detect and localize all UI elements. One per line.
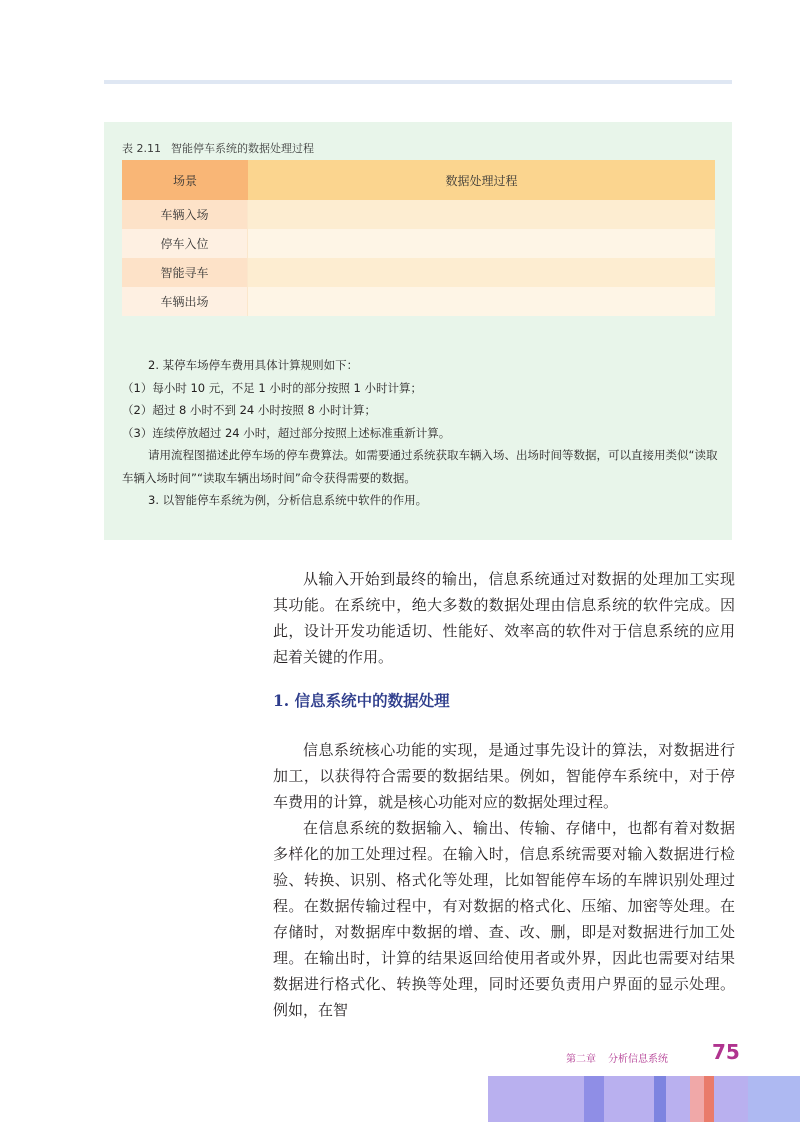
section-body (273, 737, 735, 1023)
rule-3: （3）连续停放超过 24 小时，超过部分按照上述标准重新计算。 (122, 425, 451, 440)
chapter-label: 第二章 (566, 1054, 596, 1065)
exercise-questions (122, 354, 722, 512)
running-footer (566, 1050, 680, 1065)
tab-stripe (604, 1076, 654, 1122)
intro-paragraph: 从输入开始到最终的输出，信息系统通过对数据的处理加工实现其功能。在系统中，绝大多数的数据处理由信息系统的软件完成。因此，设计开发功能适切、性能好、效率高的软件对于信息系统的应用起着关键的作用。 (273, 570, 735, 666)
scene-cell: 停车入位 (122, 229, 248, 258)
data-process-table (122, 160, 715, 316)
exercise-box (104, 122, 732, 540)
tab-stripe (584, 1076, 604, 1122)
table-caption-number: 表 2.11 (122, 142, 161, 155)
rule-2: （2）超过 8 小时不到 24 小时按照 8 小时计算； (122, 403, 377, 417)
header-scene: 场景 (122, 160, 248, 200)
top-rule (104, 80, 732, 84)
tab-stripe (488, 1076, 584, 1122)
table-row (122, 229, 715, 258)
process-cell (248, 287, 715, 316)
chapter-title: 分析信息系统 (608, 1054, 668, 1065)
table-row (122, 200, 715, 229)
tab-stripe (690, 1076, 704, 1122)
tab-stripe (666, 1076, 690, 1122)
header-process: 数据处理过程 (248, 160, 715, 200)
question-2: 2. 某停车场停车费用具体计算规则如下： (148, 358, 359, 372)
page-number: 75 (712, 1040, 740, 1064)
scene-cell: 车辆入场 (122, 200, 248, 229)
tab-stripe (714, 1076, 748, 1122)
question-3: 3. 以智能停车系统为例，分析信息系统中软件的作用。 (148, 493, 428, 507)
rule-1: （1）每小时 10 元，不足 1 小时的部分按照 1 小时计算； (122, 380, 423, 395)
tab-stripe (704, 1076, 714, 1122)
process-cell (248, 200, 715, 229)
table-caption (122, 140, 314, 156)
scene-cell: 车辆出场 (122, 287, 248, 316)
question-2-task: 请用流程图描述此停车场的停车费算法。如需要通过系统获取车辆入场、出场时间等数据，可以直接用类似“读取车辆入场时间”“读取车辆出场时间”命令获得需要的数据。 (122, 448, 718, 485)
intro-paragraph-block (273, 566, 735, 670)
scene-cell: 智能寻车 (122, 258, 248, 287)
process-cell (248, 258, 715, 287)
paragraph-2: 在信息系统的数据输入、输出、传输、存储中，也都有着对数据多样化的加工处理过程。在输入时，信息系统需要对输入数据进行检验、转换、识别、格式化等处理，比如智能停车场的车牌识别处理过程。在数据传输过程中，有对数据的格式化、压缩、加密等处理。在存储时，对数据库中数据的增、查、改、删，即是对数据进行加工处理。在输出时，计算的结果返回给使用者或外界，因此也需要对结果数据进行格式化、转换等处理，同时还要负责用户界面的显示处理。例如，在智 (273, 819, 735, 1019)
table-row (122, 258, 715, 287)
section-heading: 1. 信息系统中的数据处理 (273, 691, 450, 710)
tab-stripe (654, 1076, 666, 1122)
paragraph-1: 信息系统核心功能的实现，是通过事先设计的算法，对数据进行加工，以获得符合需要的数据结果。例如，智能停车系统中，对于停车费用的计算，就是核心功能对应的数据处理过程。 (273, 741, 735, 811)
tab-stripe (748, 1076, 800, 1122)
table-row (122, 287, 715, 316)
decorative-color-tab (488, 1076, 800, 1122)
table-caption-title: 智能停车系统的数据处理过程 (171, 142, 314, 155)
process-cell (248, 229, 715, 258)
